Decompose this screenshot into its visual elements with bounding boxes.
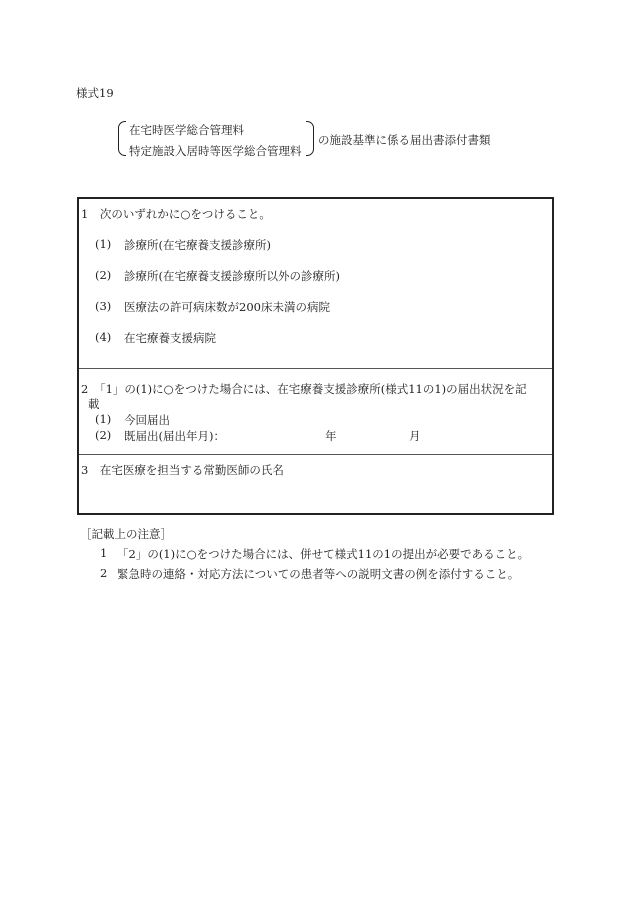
month-label: 月 [409,429,421,443]
title-line-2: 特定施設入居時等医学総合管理料 [129,144,302,158]
item-existing-filing[interactable]: 既届出(届出年月)： [124,429,225,443]
option-hospital-under-200-beds[interactable]: 医療法の許可病床数が200床未満の病院 [124,300,330,314]
note-number: 1 [100,546,108,560]
option-home-care-support-hospital[interactable]: 在宅療養支援病院 [124,331,216,345]
option-clinic-home-care-support[interactable]: 診療所(在宅療養支援診療所) [124,238,271,252]
section-divider [79,454,552,455]
year-label: 年 [325,429,337,443]
right-brace [306,121,314,156]
option-clinic-other[interactable]: 診療所(在宅療養支援診療所以外の診療所) [124,269,340,283]
title-line-1: 在宅時医学総合管理料 [129,123,244,137]
title-suffix: の施設基準に係る届出書添付書類 [318,133,491,147]
left-brace [118,121,126,156]
item-number: (1) [95,412,112,426]
option-number: (2) [95,268,112,282]
section2-heading-continued: 載 [88,397,100,411]
form-number: 様式19 [76,86,114,100]
section2-heading: 2 「1」の(1)に○をつけた場合には、在宅療養支援診療所(様式11の1)の届出状況を記 [81,382,527,396]
option-number: (3) [95,299,112,313]
option-number: (1) [95,237,112,251]
section-divider [79,368,552,369]
option-number: (4) [95,330,112,344]
notes-heading: ［記載上の注意］ [80,527,172,541]
item-number: (2) [95,428,112,442]
section1-heading: 1 次のいずれかに○をつけること。 [81,207,271,221]
section3-heading: 3 在宅医療を担当する常勤医師の氏名 [81,463,284,477]
note-text: 「2」の(1)に○をつけた場合には、併せて様式11の1の提出が必要であること。 [117,547,530,561]
note-number: 2 [100,566,108,580]
note-text: 緊急時の連絡・対応方法についての患者等への説明文書の例を添付すること。 [117,567,520,581]
item-new-filing[interactable]: 今回届出 [124,413,170,427]
